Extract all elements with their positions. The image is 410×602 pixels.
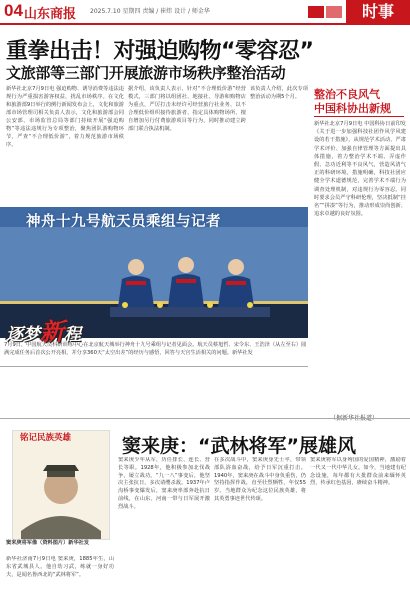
portrait-banner: 铭记民族英雄 bbox=[20, 433, 72, 443]
article-column: 在多次战斗中，窦来庚身先士卒，带领部队浴血奋战，给予日军沉重打击。1940年，窦来庚在战斗中身负重伤，仍坚持指挥作战，直至壮烈牺牲，年仅55岁。当地群众为纪念这位民族英雄，将其英勇事迹世代传颂。 bbox=[214, 457, 306, 502]
slogan-text: 程 bbox=[64, 325, 81, 345]
section-divider bbox=[0, 418, 410, 419]
photo-caption: 7月9日，中国航天员科研训练中心在北京航天城举行神舟十九号乘组与记者见面会。航天员蔡旭哲、宋令东、王浩泽（从左至右）圆满完成任务后首次公开亮相，并分享360天“太空出差”的经历与感悟，回答与天宫生活相关的问题。新华社发 bbox=[4, 342, 307, 356]
main-headline: 重拳出击！对强迫购物“零容忍” bbox=[6, 39, 314, 64]
portrait-illustration bbox=[13, 431, 109, 539]
paper-name: 山东商报 bbox=[24, 7, 77, 22]
header-rule bbox=[0, 23, 410, 25]
photo-backdrop-banner: 神舟十九号航天员乘组与记者 bbox=[26, 214, 221, 230]
section-decor-block bbox=[326, 6, 342, 18]
hero-portrait bbox=[12, 430, 110, 540]
page-number: 04 bbox=[4, 1, 23, 20]
section-divider bbox=[0, 366, 308, 367]
sidebar-headline: 整治不良风气 bbox=[314, 88, 380, 101]
article-column: 据介绍，该负责人表示，针对“不合理低价游”经营模式，三部门将以组团社、地接社、导游和购物店为重点，严厉打击未经许可经营旅行社业务、以不合理低价组织接待旅游者、指定具体购物场所、擅自增加另行付费旅游项目等行为，同时推动建立跨部门联合执法机制。 bbox=[128, 86, 246, 132]
section-tag bbox=[308, 0, 410, 24]
bottom-headline: 窦来庚：“武林将军”展雄风 bbox=[122, 435, 356, 457]
article-column: 新华社北京7月9日电 强迫购物、诱导消费等违法违规行为严重损害游客权益，扰乱市场秩序。在文化和旅游部9日举行的例行新闻发布会上，文化和旅游部市场管理司相关负责人表示，文化和旅游部会同公安部、市场监管总局等部门持续开展“强迫购物”等违法违规行为专项整治，聚焦团队游购物环节，严查“不合理低价游”，着力规范旅游市场秩序。 bbox=[6, 86, 124, 148]
section-title: 时事 bbox=[346, 0, 410, 24]
article-column: 窦来庚少年从军，历任排长、连长、营长等职。1928年，他积极参加北伐战争，屡立战功。“九一八”事变后，他坚决主张抗日，多次请缨杀敌。1937年卢沟桥事变爆发后，窦来庚率部奔赴抗日前线，在山东、河南一带与日军展开激烈战斗。 bbox=[118, 457, 210, 510]
article-column: 该负责人介绍，此次专项整治活动为期5个月。 bbox=[250, 86, 308, 100]
slogan-text: 逐梦 bbox=[6, 325, 40, 345]
sidebar-headline: 中国科协出新规 bbox=[314, 102, 391, 115]
sidebar-body: 新华社北京7月9日电 中国科协日前印发《关于进一步加强科技社团作风学风建设的若干措施》，从规范学术活动、严肃学术评价、加强自律管理等方面提出具体措施，着力整治学术不端、弄虚作假、急功近利等不良风气，营造风清气正的科研环境。措施明确，科技社团应健全学术道德规范，完善学术不端行为调查处理机制，对违规行为零容忍。同时要求会员严守科研伦理，坚决抵制“挂名”“拼凑”等行为，推动形成崇尚创新、追求卓越的良好氛围。 bbox=[314, 121, 406, 218]
issue-info: 2025.7.10 星期四 责编 / 崔炜 设计 / 师金华 bbox=[90, 8, 210, 15]
section-decor-block bbox=[308, 6, 324, 18]
slogan-highlight: 新 bbox=[40, 318, 64, 346]
main-subheadline: 文旅部等三部门开展旅游市场秩序整治活动 bbox=[6, 64, 286, 82]
article-column: 新华社济南7月9日电 窦来庚，1885年生，山东省武城县人。他自幼习武，练就一身好功夫，是闻名鲁西北的“武林将军”。 bbox=[6, 556, 114, 578]
sidebar-rule bbox=[314, 116, 404, 117]
article-column: 窦来庚将军以身殉国的爱国精神，激励着一代又一代中华儿女。如今，当地建有纪念设施，每年都有大批群众前来缅怀英烈，传承红色基因，赓续奋斗精神。 bbox=[310, 457, 406, 487]
portrait-caption: 窦来庚将军像（资料图片）新华社发 bbox=[6, 540, 90, 546]
page-header bbox=[0, 0, 410, 22]
